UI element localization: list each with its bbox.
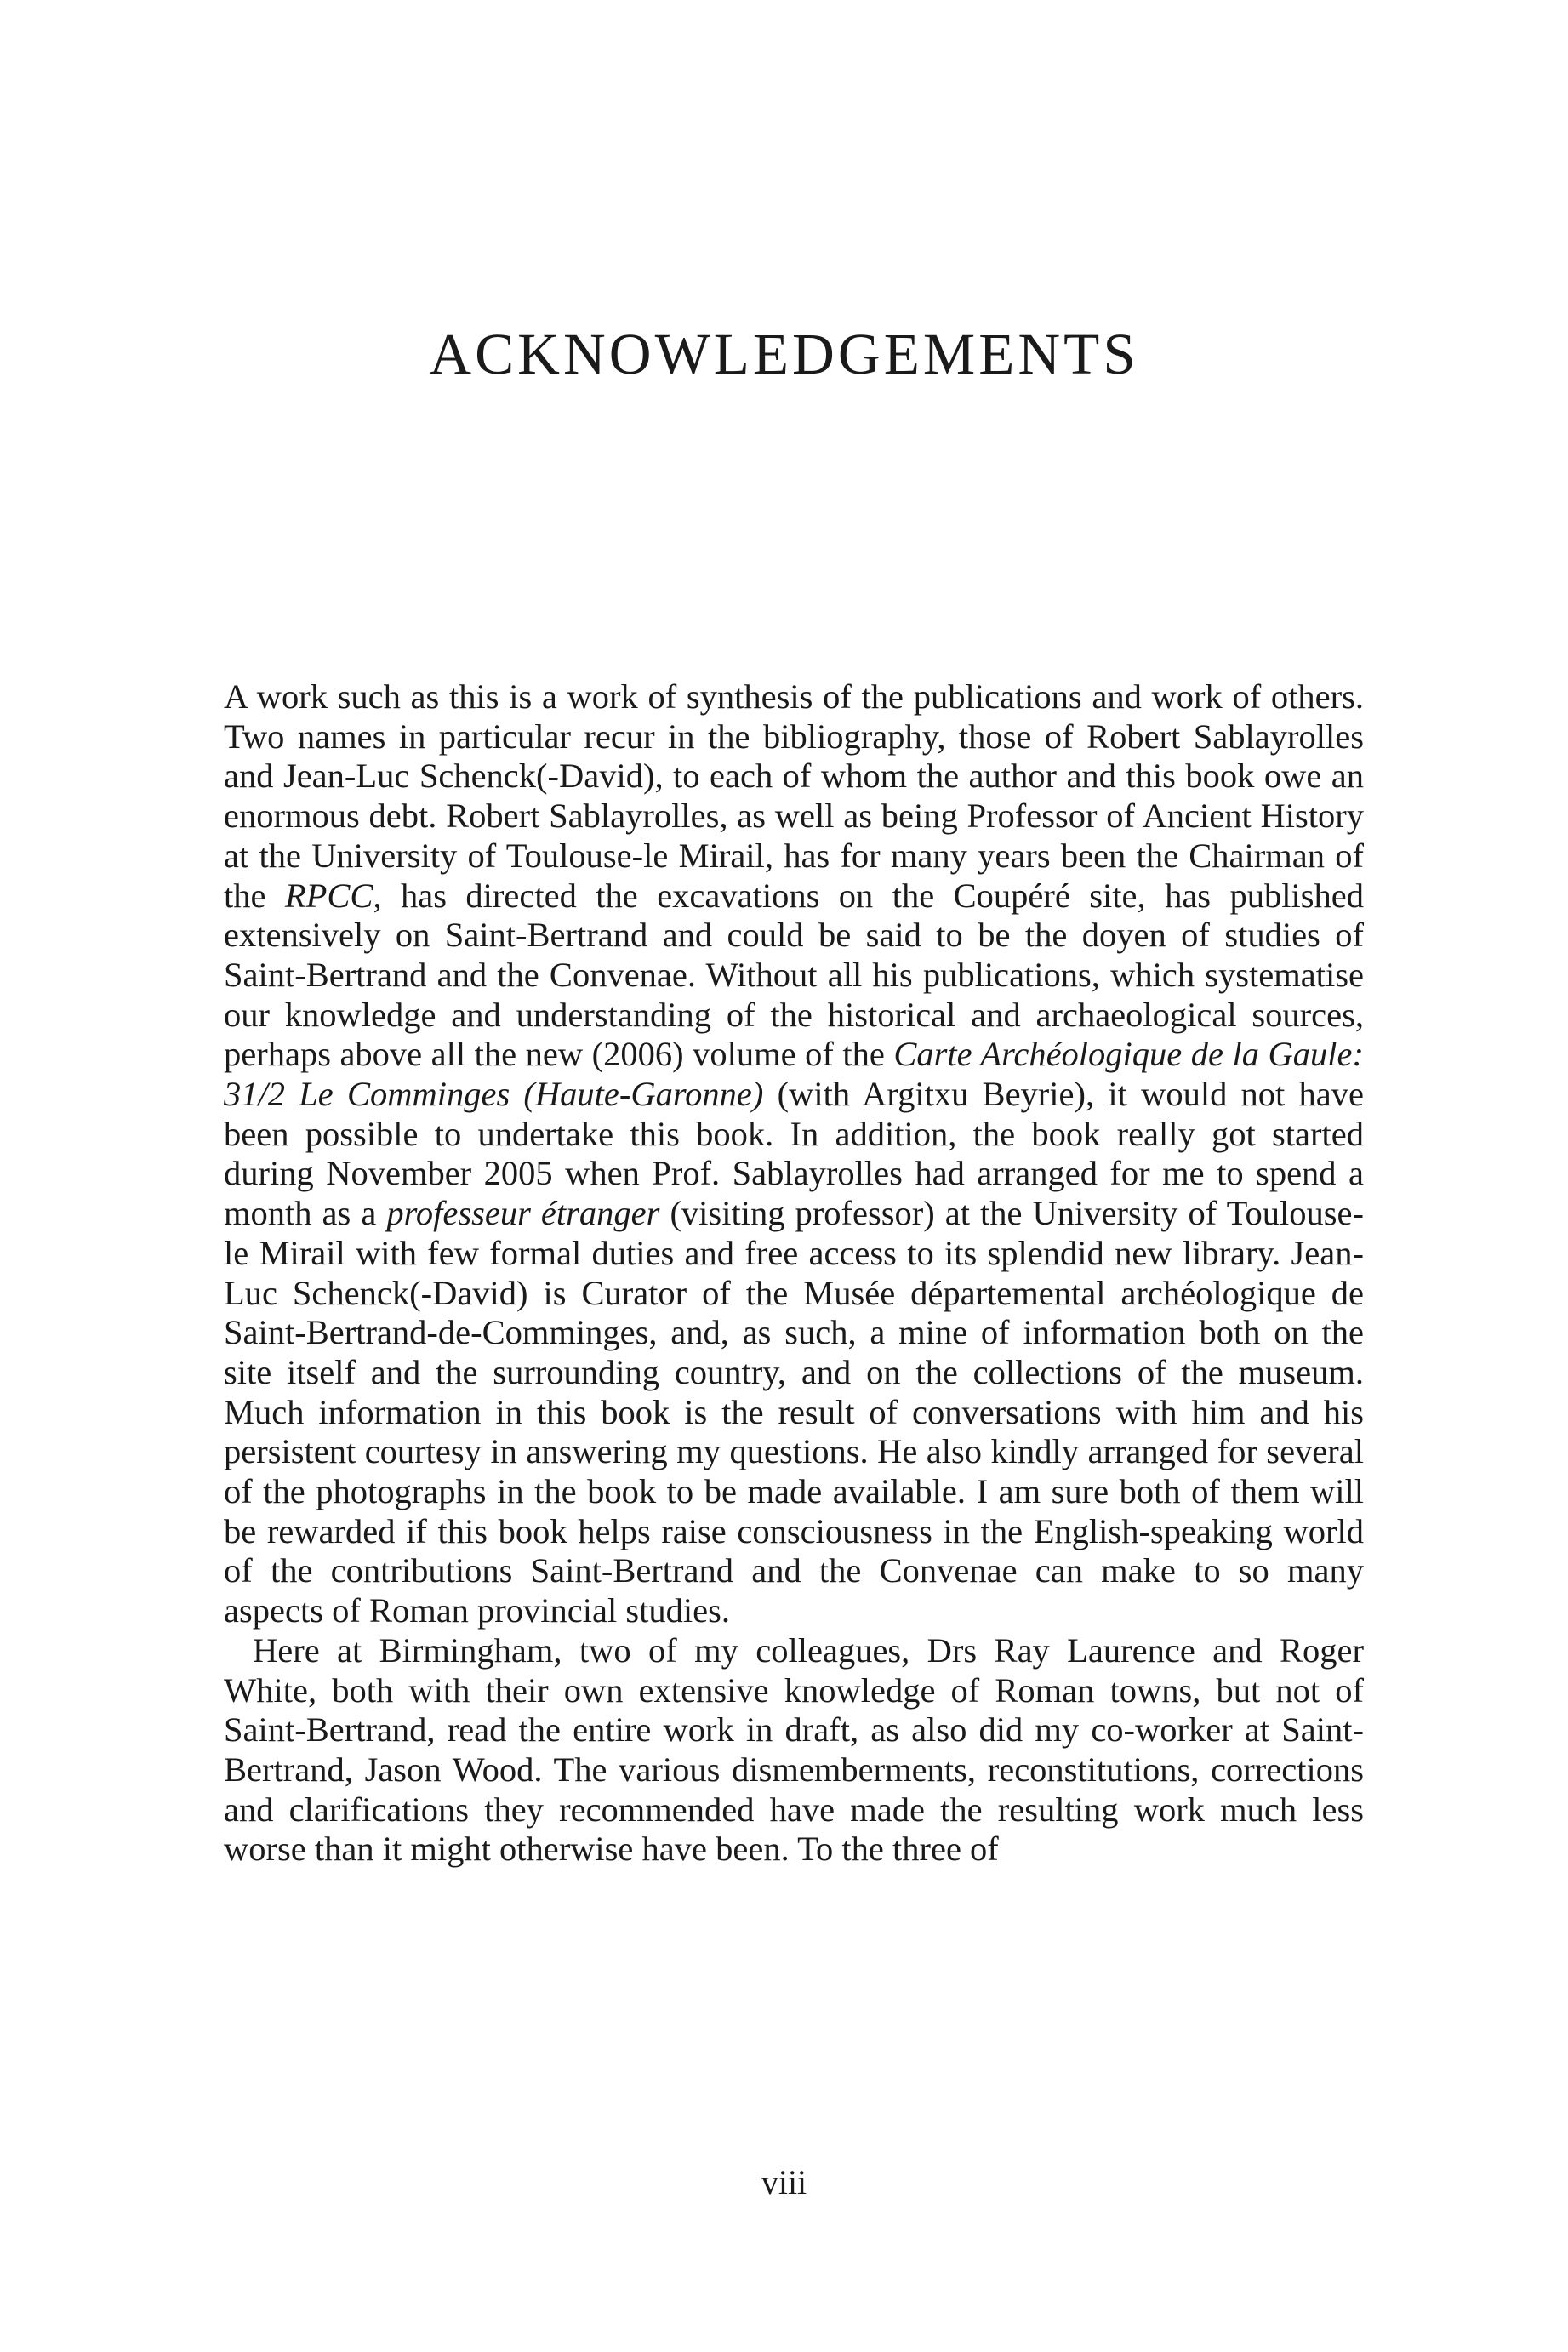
paragraph-1-text: A work such as this is a work of synthesis of the publications and work of others. Two names in particular recur in the bibliography, those of Robert Sablayrolles and Jean-Luc Schenck(-David), to each of whom the author and this book owe an enormous debt. Robert Sablayrolles, as well as being Professor of Ancient History at the University of Toulouse-le Mirail, has for many years been the Chairman of the (224, 677, 1364, 915)
paragraph-2-text: Here at Birmingham, two of my colleagues, Drs Ray Laurence and Roger White, both with their own extensive knowledge of Roman towns, but not of Saint-Bertrand, read the entire work in draft, as also did my co-worker at Saint-Bertrand, Jason Wood. The various dismemberments, reconstitutions, corrections and clarifications they recommended have made the resulting work much less worse than it might otherwise have been. To the three of (224, 1630, 1364, 1869)
paragraph-1-text: , has directed the excavations on the Coupéré site, has published extensively on Saint-Bertrand and could be said to be the doyen of studies of Saint-Bertrand and the Convenae. Without all his publications, which systematise our knowledge and understanding of the historical and archaeological sources, perhaps above all the new (2006) volume of the (224, 876, 1364, 1074)
professeur-etranger-term: professeur étranger (386, 1194, 660, 1233)
book-title-carte-archeologique: Carte Archéologique de la Gaule: 31/2 Le Comminges (Haute-Garonne) (224, 1035, 1364, 1114)
paragraph-1 (224, 677, 1364, 1631)
acknowledgements-body (224, 677, 1364, 1870)
page-number: viii (761, 2163, 807, 2201)
paragraph-2 (224, 1631, 1364, 1870)
paragraph-1-text: (with Argitxu Beyrie), it would not have been possible to undertake this book. In addition, the book really got started during November 2005 when Prof. Sablayrolles had arranged for me to spend a month as a (224, 1075, 1364, 1233)
page-title: ACKNOWLEDGEMENTS (429, 322, 1139, 386)
paragraph-1-text: (visiting professor) at the University of Toulouse-le Mirail with few formal duties and free access to its splendid new library. Jean-Luc Schenck(-David) is Curator of the Musée départemental archéologique de Saint-Bertrand-de-Comminges, and, as such, a mine of information both on the site itself and the surrounding country, and on the collections of the museum. Much information in this book is the result of conversations with him and his persistent courtesy in answering my questions. He also kindly arranged for several of the photographs in the book to be made available. I am sure both of them will be rewarded if this book helps raise consciousness in the English-speaking world of the contributions Saint-Bertrand and the Convenae can make to so many aspects of Roman provincial studies. (224, 1194, 1364, 1630)
rpcc-abbreviation: RPCC (284, 876, 373, 915)
